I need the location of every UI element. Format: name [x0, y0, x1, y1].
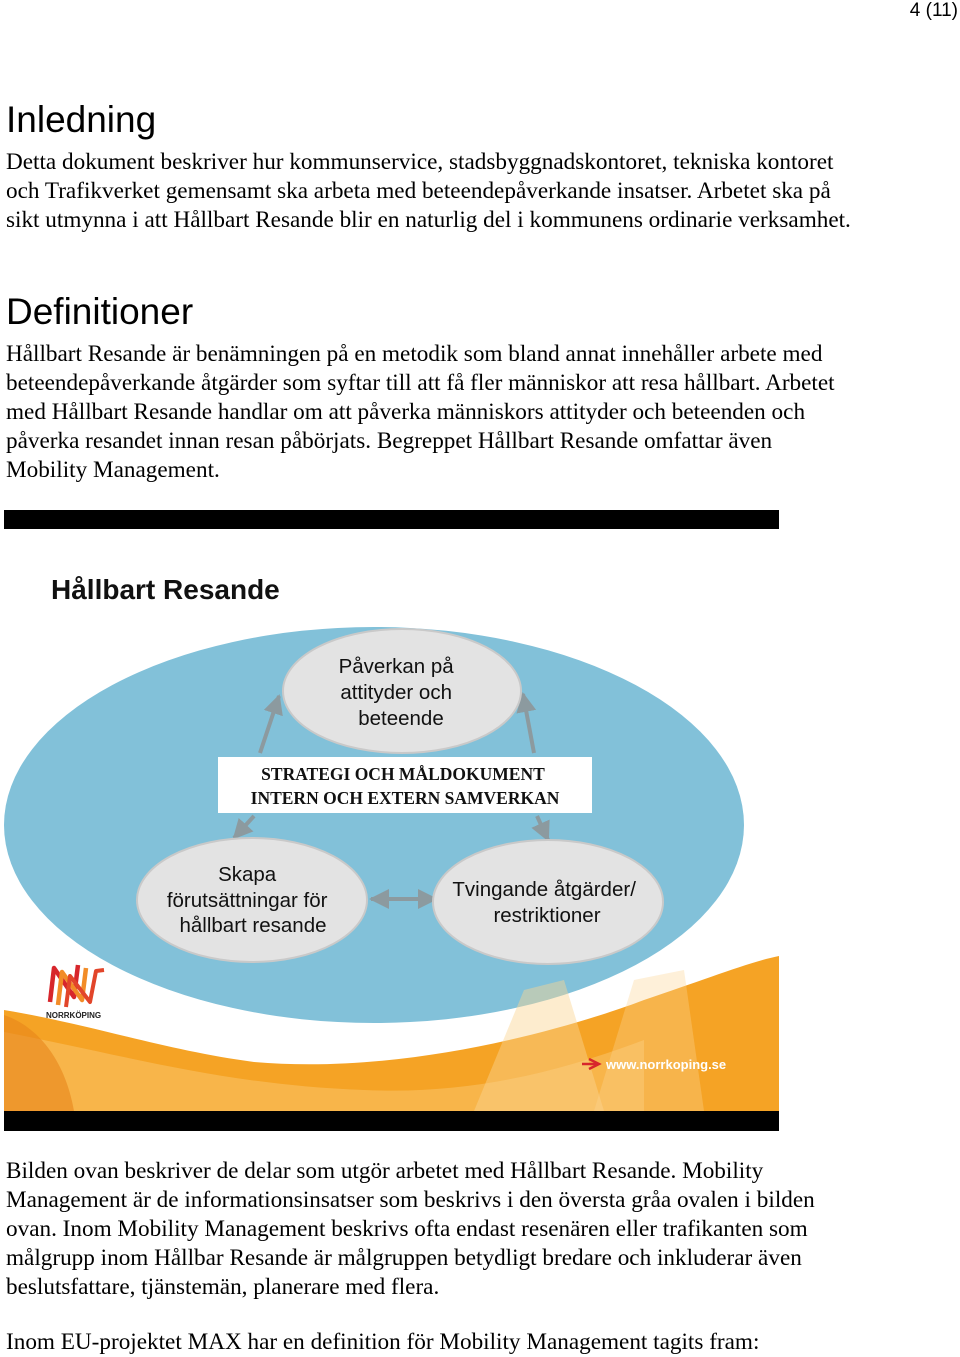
heading-definitioner: Definitioner	[6, 291, 194, 332]
oval-tvingande	[433, 840, 663, 964]
figure-bottom-bar	[4, 1111, 779, 1131]
figure-url: www.norrkoping.se	[606, 1057, 727, 1072]
paragraph-inledning: Detta dokument beskriver hur kommunservice, stadsbyggnadskontoret, tekniska kontoret och Trafikverket gemensamt ska arbeta med beteendepåverkande insatser. Arbetet ska på sikt utmynna i att Hållbart Resande blir en naturlig del i kommunens ordinarie verksamhet.	[6, 149, 851, 233]
paragraph-definitioner: Hållbart Resande är benämningen på en metodik som bland annat innehåller arbete med beteendepåverkande åtgärder som syftar till att få fler människor att resa hållbart. Arbetet med Hållbart Resande handlar om att påverka människors attityder och beteenden och påverka resandet innan resan påbörjats. Begreppet Hållbart Resande omfattar även Mobility Management.	[6, 341, 835, 483]
oval-skapa-line1: Skapa	[218, 863, 277, 886]
oval-tvingande-line1: Tvingande åtgärder/	[452, 878, 636, 901]
oval-paverkan-line1: Påverkan på	[338, 655, 454, 678]
oval-paverkan-line3: beteende	[358, 707, 444, 730]
oval-skapa-line2: förutsättningar för	[166, 889, 328, 912]
logo-text: NORRKÖPING	[46, 1011, 102, 1020]
figure-canvas	[4, 510, 779, 1131]
paragraph-max-line: Inom EU-projektet MAX har en definition för Mobility Management tagits fram:	[6, 1329, 760, 1355]
norrkoping-logo-icon	[50, 965, 104, 1007]
figure-top-bar	[4, 510, 779, 529]
strategy-box-line1: STRATEGI OCH MÅLDOKUMENT	[261, 764, 545, 784]
oval-skapa-line3: hållbart resande	[179, 914, 327, 937]
oval-paverkan-line2: attityder och	[340, 681, 452, 704]
hallbart-resande-figure	[4, 510, 779, 1131]
figure-title: Hållbart Resande	[51, 574, 280, 605]
heading-inledning: Inledning	[6, 99, 157, 140]
strategy-box-line2: INTERN OCH EXTERN SAMVERKAN	[250, 788, 560, 808]
page-number: 4 (11)	[909, 0, 958, 21]
paragraph-after-figure: Bilden ovan beskriver de delar som utgör arbetet med Hållbart Resande. Mobility Management är de informationsinsatser som beskrivs i den översta gråa ovalen i bilden ovan. Inom Mobility Management beskrivs ofta endast resenären eller trafikanten som målgrupp inom Hållbar Resande är målgruppen betydligt bredare och inkluderar även beslutsfattare, tjänstemän, planerare med flera.	[6, 1158, 815, 1300]
oval-tvingande-line2: restriktioner	[493, 904, 601, 927]
